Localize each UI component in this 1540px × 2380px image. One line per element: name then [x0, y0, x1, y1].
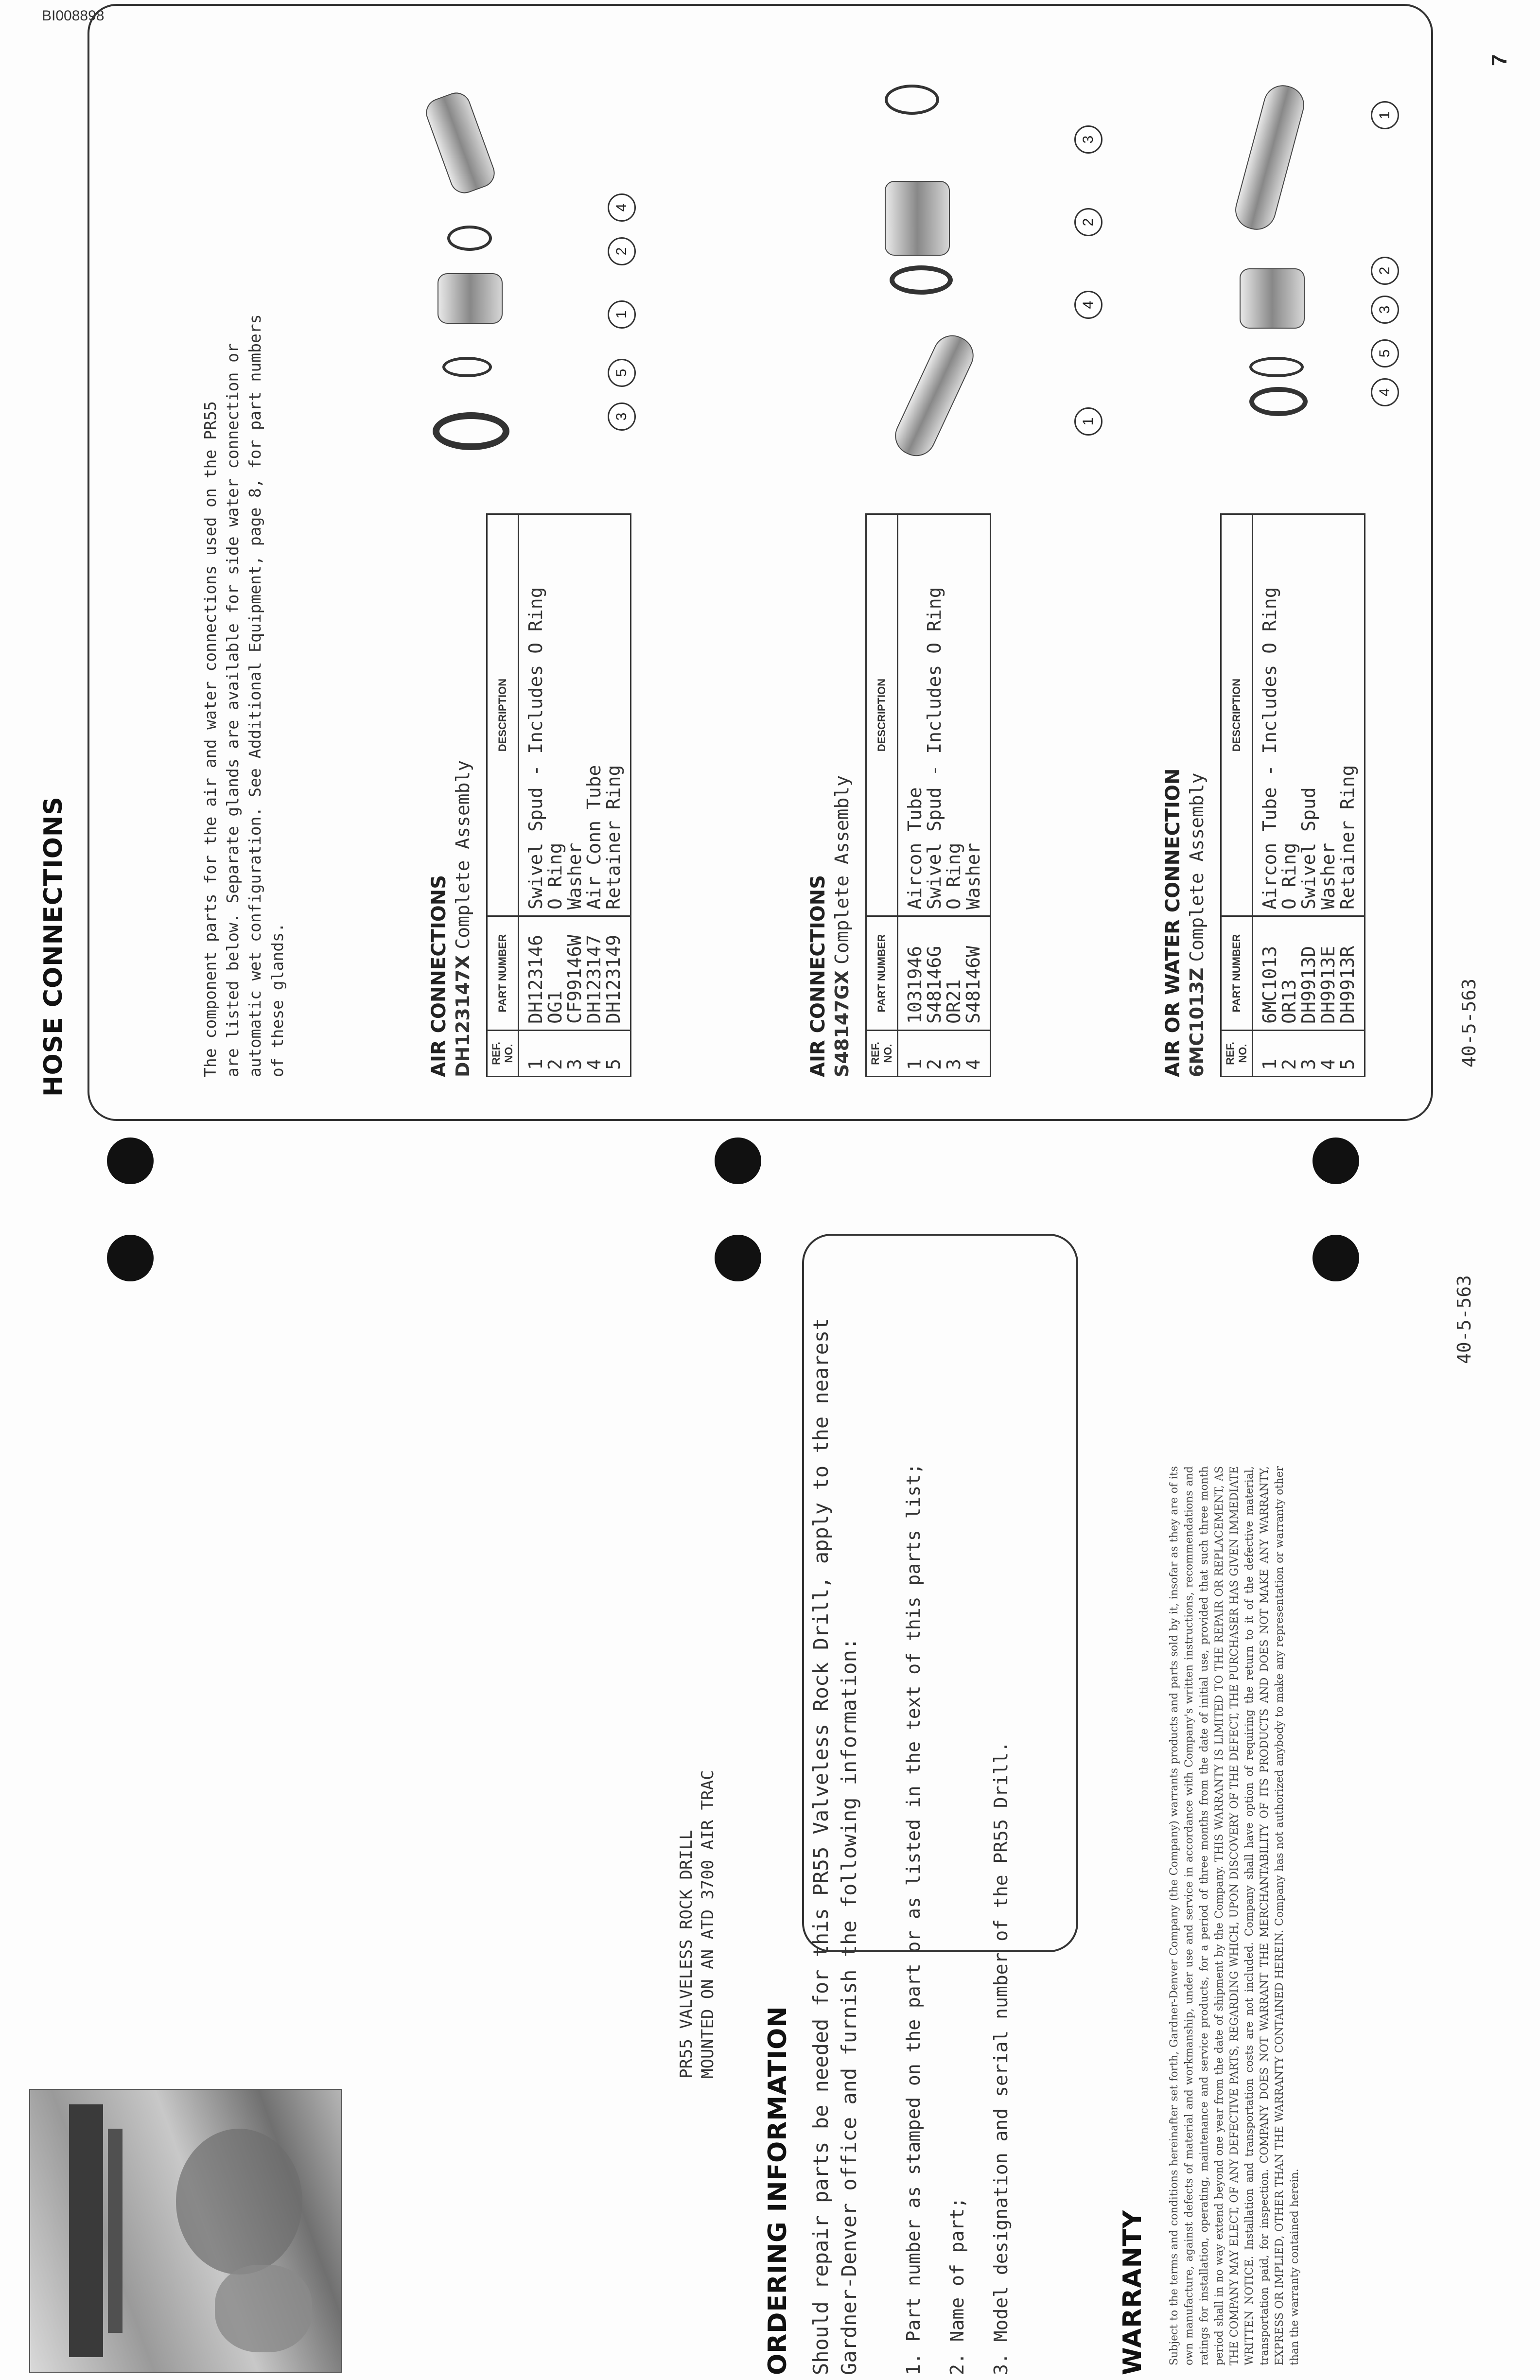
ordering-intro-1: Should repair parts be needed for this PR55 Valveless Rock Drill, apply to the nearest: [809, 1318, 833, 2375]
callout: 5: [1371, 339, 1399, 368]
callout: 4: [1074, 291, 1102, 319]
retainer-ring: [442, 357, 492, 377]
page-number: 7: [1488, 54, 1511, 66]
ordering-item-2: 2. Name of part;: [946, 2197, 968, 2375]
assembly-2-title: AIR CONNECTIONS: [807, 875, 829, 1077]
callout: 1: [1371, 101, 1399, 129]
assembly-2-number-row: [831, 775, 853, 1077]
col-part: PART NUMBER: [487, 916, 519, 1031]
refs: 1 2 3 4 5: [1253, 1031, 1365, 1077]
warranty-text: Subject to the terms and conditions hereinafter set forth, Gardner-Denver Company (the Company) warrants products and parts sold by it, insofar as they are of its own manufacture, against defects of material and workmanship, under use and service in accordance with Company's written instructions, recommendations and ratings for installation, operating, maintenance and service products, for a period of three months from the date of initial use, provided that such three month period shall in no way extend beyond one year from the date of shipment by the Company. THIS WARRANTY IS LIMITED TO THE REPAIR OR REPLACEMENT, AS THE COMPANY MAY ELECT, OF ANY DEFECTIVE PARTS, REGARDING WHICH, UPON DISCOVERY OF THE DEFECT, THE PURCHASER HAS GIVEN IMMEDIATE WRITTEN NOTICE. Installation and transportation costs are not included. Company shall have option of requiring the return to it of the defective material, transportation paid, for inspection. COMPANY DOES NOT WARRANT THE MERCHANTABILITY OF ITS PRODUCTS AND DOES NOT MAKE ANY WARRANTY, EXPRESS OR IMPLIED, OTHER THAN THE WARRANTY CONTAINED HEREIN. Company has not authorized anybody to make any representation or warranty other than the warranty contained herein.: [1168, 1466, 1301, 2365]
callout: 2: [608, 237, 636, 265]
callout: 3: [1074, 125, 1102, 154]
assembly-1-title: AIR CONNECTIONS: [428, 875, 450, 1077]
callout: 1: [608, 300, 636, 329]
rock-drill-photo: [29, 2089, 342, 2373]
assembly-3-label: Complete Assembly: [1186, 772, 1208, 962]
assembly-2-number: S48147GX: [831, 970, 853, 1077]
caption-line-2: MOUNTED ON AN ATD 3700 AIR TRAC: [698, 1770, 718, 2079]
footer-left: 40-5-563: [1453, 1275, 1475, 1364]
hose-intro-4: of these glands.: [268, 923, 287, 1077]
ordering-intro-2: Gardner-Denver office and furnish the following information:: [837, 1637, 861, 2375]
assembly-1-number: DH123147X: [452, 955, 473, 1077]
assembly-2-label: Complete Assembly: [831, 775, 853, 964]
hose-title: HOSE CONNECTIONS: [39, 796, 68, 1097]
refs: 1 2 3 4 5: [519, 1031, 631, 1077]
assembly-1-number-row: [452, 760, 473, 1077]
col-ref: REF. NO.: [866, 1031, 898, 1077]
callout: 2: [1371, 257, 1399, 285]
footer-right: 40-5-563: [1458, 978, 1480, 1068]
warranty-title: WARRANTY: [1118, 2209, 1147, 2375]
hose-intro-1: The component parts for the air and water connections used on the PR55: [201, 401, 220, 1077]
drill-feed: [108, 2129, 122, 2333]
punch-hole: [1312, 1235, 1359, 1281]
drill-mast: [69, 2104, 103, 2357]
callout: 5: [608, 359, 636, 387]
swivel-spud: [438, 273, 503, 324]
washer: [1249, 387, 1308, 416]
refs: 1 2 3 4: [898, 1031, 991, 1077]
hose-intro-2: are listed below. Separate glands are available for side water connection or: [223, 343, 242, 1077]
assembly-3-table: [1220, 513, 1365, 1077]
part-numbers: 6MC1013 OR13 DH9913D DH9913E DH9913R: [1253, 916, 1365, 1031]
callout: 4: [608, 193, 636, 222]
descriptions: Aircon Tube - Includes O Ring O Ring Swivel Spud Washer Retainer Ring: [1259, 587, 1358, 910]
document-id: BI008898: [42, 8, 105, 24]
punch-hole: [715, 1138, 761, 1184]
assembly-3-number-row: [1186, 773, 1208, 1078]
callout: 4: [1371, 378, 1399, 406]
assembly-2-table: [865, 513, 991, 1077]
assembly-3-title: AIR OR WATER CONNECTION: [1162, 768, 1184, 1077]
swivel-spud: [1240, 268, 1305, 329]
o-ring: [885, 85, 939, 115]
part-numbers: 1031946 S48146G OR21 S48146W: [898, 916, 991, 1031]
punch-hole: [1312, 1138, 1359, 1184]
punch-hole: [107, 1138, 154, 1184]
col-part: PART NUMBER: [1221, 916, 1253, 1031]
ordering-item-3: 3. Model designation and serial number of the PR55 Drill.: [990, 1741, 1012, 2375]
descriptions: Aircon Tube Swivel Spud - Includes O Ring O Ring Washer: [904, 587, 984, 910]
callout: 1: [1074, 407, 1102, 436]
punch-hole: [107, 1235, 154, 1281]
assembly-3-number: 6MC1013Z: [1186, 967, 1208, 1077]
col-desc: DESCRIPTION: [866, 514, 898, 916]
descriptions: Swivel Spud - Includes O Ring O Ring Washer Air Conn Tube Retainer Ring: [525, 587, 624, 910]
ordering-frame: [802, 1234, 1078, 1952]
callout: 3: [1371, 296, 1399, 324]
ordering-item-1: 1. Part number as stamped on the part or as listed in the text of this parts list;: [903, 1463, 924, 2375]
callout: 3: [608, 402, 636, 431]
rock-shape: [176, 2129, 302, 2275]
swivel-spud: [885, 181, 950, 256]
callout: 2: [1074, 208, 1102, 236]
photo-caption: [676, 1770, 718, 2079]
col-ref: REF. NO.: [1221, 1031, 1253, 1077]
hose-intro-3: automatic wet configuration. See Additional Equipment, page 8, for part numbers: [245, 314, 264, 1077]
col-ref: REF. NO.: [487, 1031, 519, 1077]
washer: [890, 265, 953, 295]
ordering-title: ORDERING INFORMATION: [763, 2006, 792, 2375]
rock-shape: [215, 2265, 312, 2352]
washer: [433, 412, 509, 450]
col-desc: DESCRIPTION: [1221, 514, 1253, 916]
retainer-ring: [1249, 357, 1304, 377]
caption-line-1: PR55 VALVELESS ROCK DRILL: [677, 1830, 696, 2079]
part-numbers: DH123146 OG1 CF99146W DH123147 DH123149: [519, 916, 631, 1031]
col-part: PART NUMBER: [866, 916, 898, 1031]
assembly-1-table: [486, 513, 631, 1077]
assembly-1-label: Complete Assembly: [452, 760, 473, 949]
o-ring: [447, 226, 492, 251]
col-desc: DESCRIPTION: [487, 514, 519, 916]
punch-hole: [715, 1235, 761, 1281]
